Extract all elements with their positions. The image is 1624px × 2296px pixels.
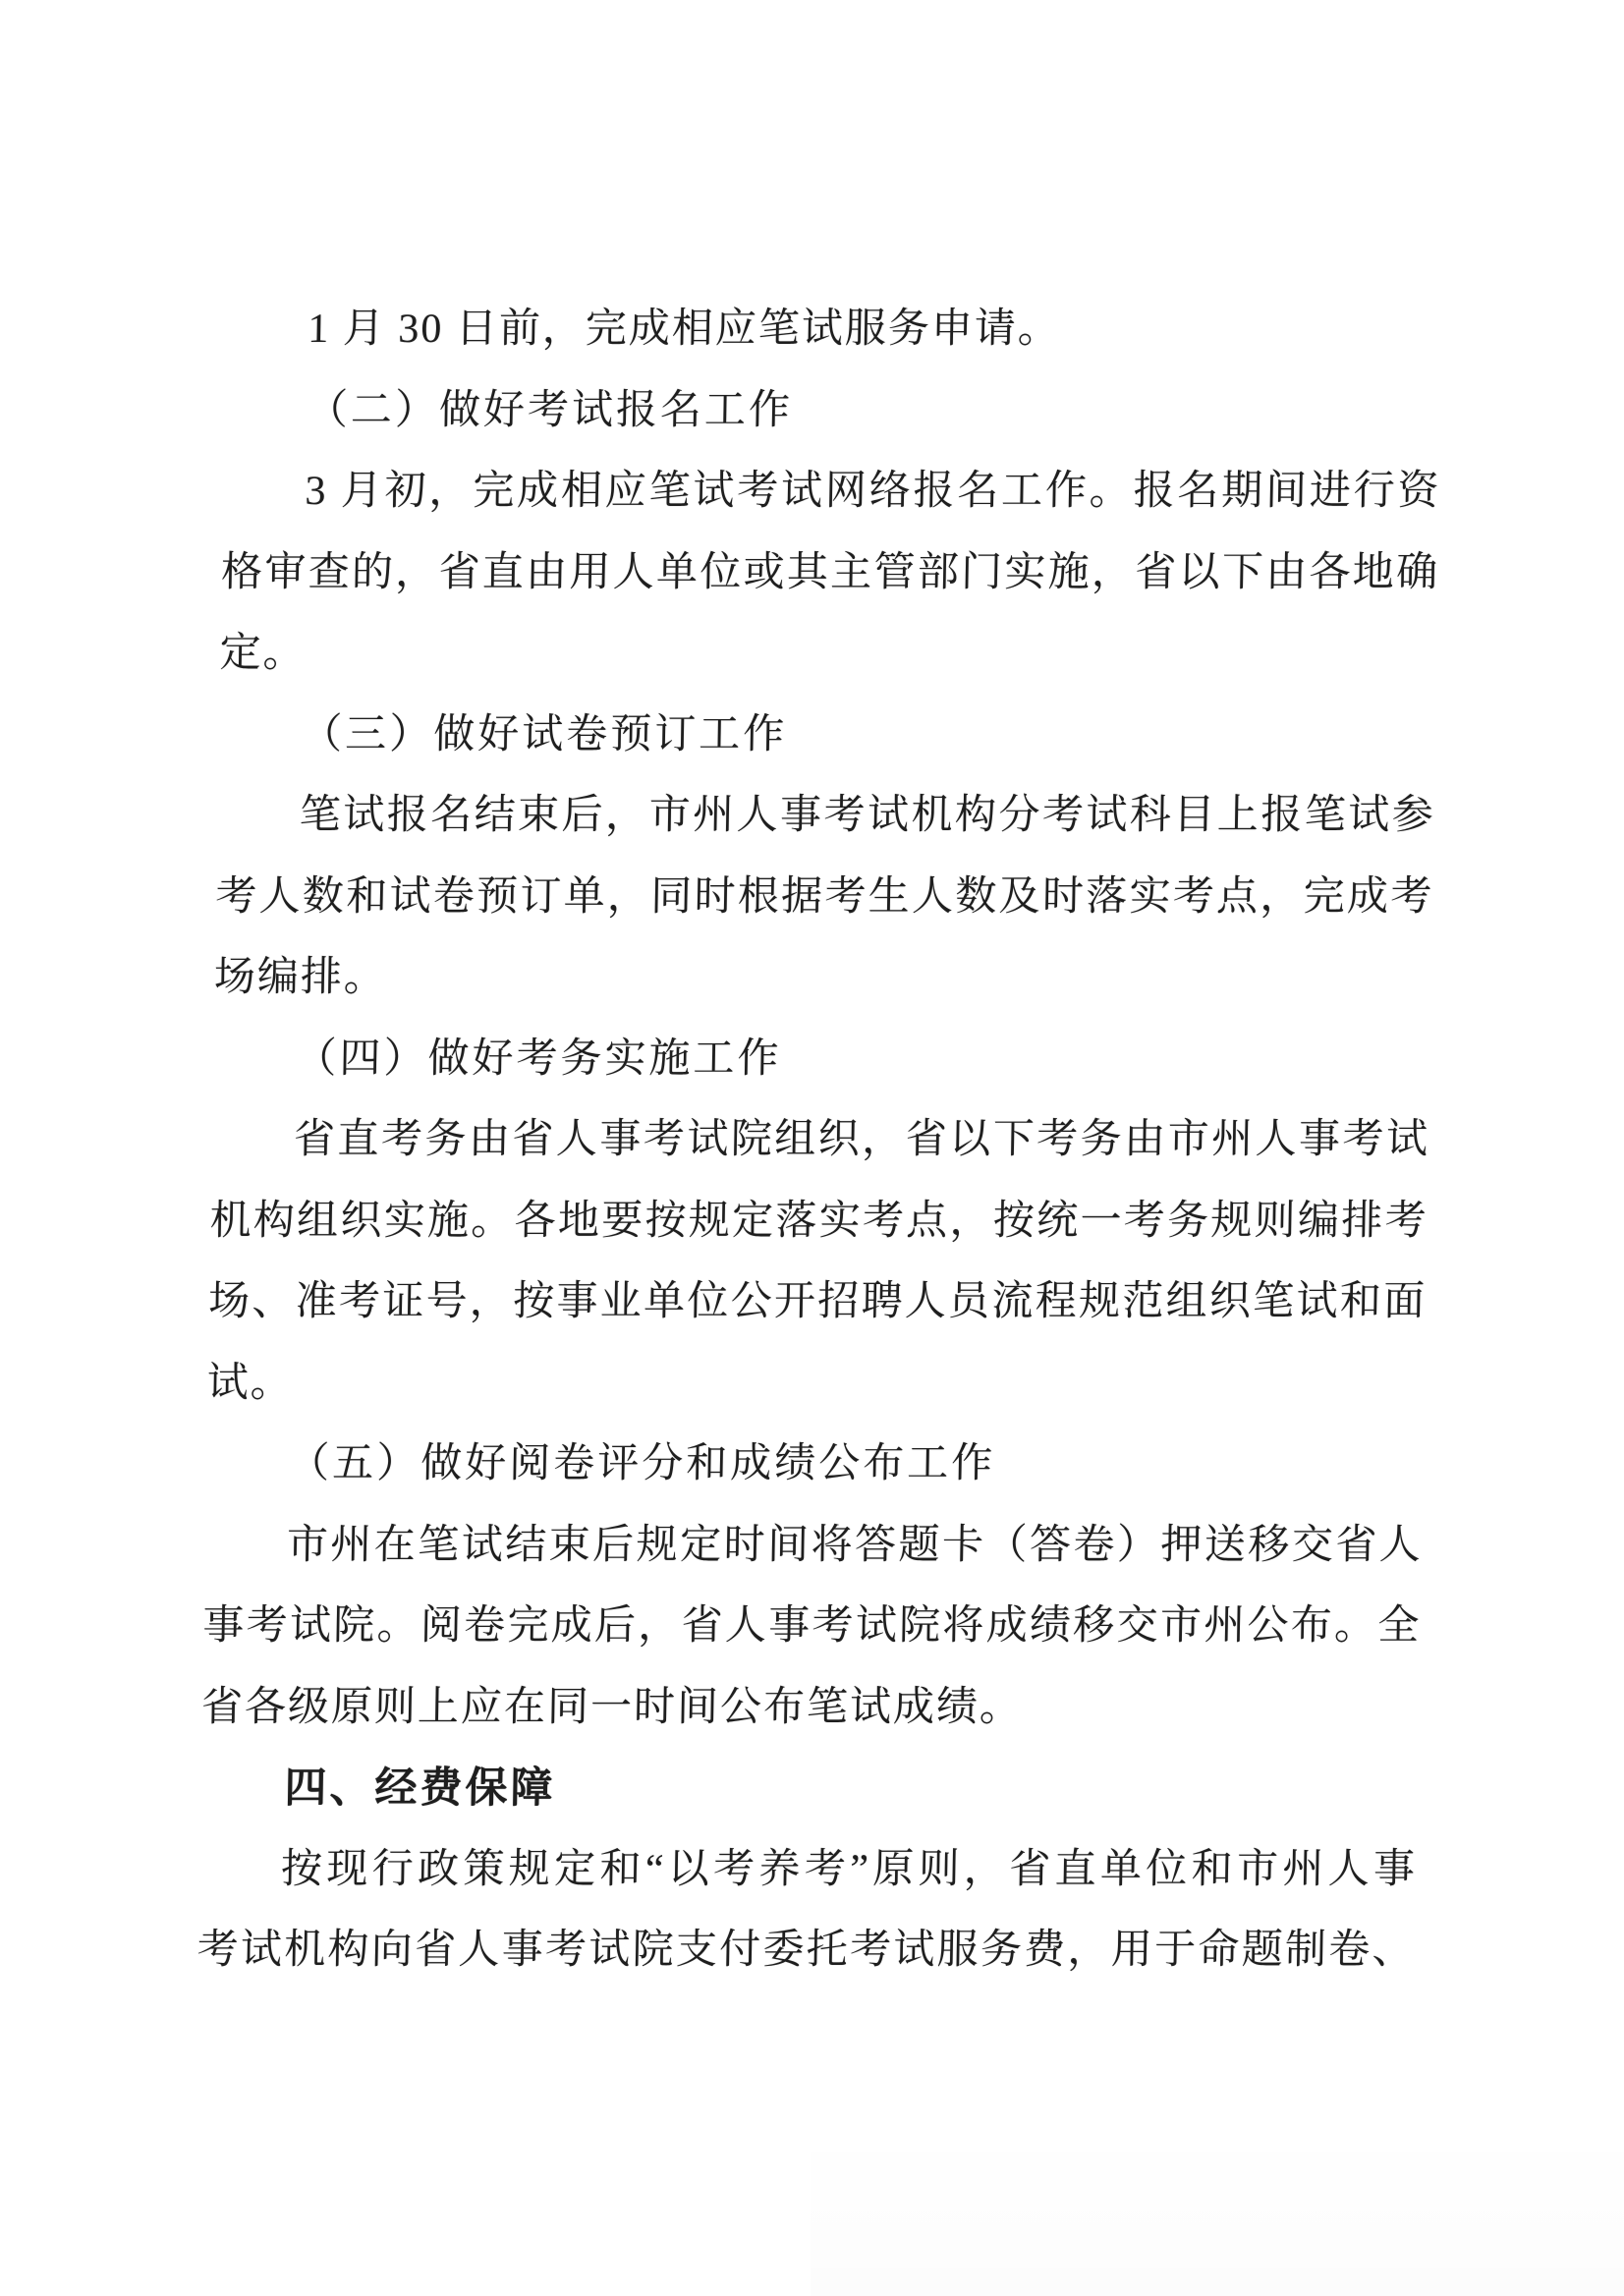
- text-line: 事考试院。阅卷完成后，省人事考试院将成绩移交市州公布。全: [201, 1603, 1422, 1649]
- sub-heading: （三）做好试卷预订工作: [300, 711, 788, 757]
- text-line: 机构组织实施。各地要按规定落实考点，按统一考务规则编排考: [209, 1198, 1428, 1244]
- text-line: 笔试报名结束后，市州人事考试机构分考试科目上报笔试参: [299, 793, 1436, 838]
- text-line: 考试机构向省人事考试院支付委托考试服务费，用于命题制卷、: [196, 1928, 1417, 1973]
- sub-heading: （五）做好阅卷评分和成绩公布工作: [287, 1441, 996, 1486]
- text-line: 场编排。: [213, 955, 388, 1000]
- document-text-block: [196, 289, 1444, 1991]
- text-line: 格审查的，省直由用人单位或其主管部门实施，省以下由各地确: [220, 549, 1440, 595]
- text-line: 市州在笔试结束后规定时间将答题卡（答卷）押送移交省人: [286, 1522, 1424, 1568]
- text-line: 试。: [206, 1360, 295, 1406]
- text-line: 1 月 30 日前，完成相应笔试服务申请。: [308, 307, 1062, 352]
- text-line: 考人数和试卷预订单，同时根据考生人数及时落实考点，完成考: [214, 873, 1434, 920]
- sub-heading: （四）做好考务实施工作: [295, 1036, 782, 1082]
- scan-shading-overlay: [811, 2122, 1624, 2296]
- text-line: 定。: [219, 631, 308, 676]
- text-line: 按现行政策规定和“以考养考”原则，省直单位和市州人事: [280, 1846, 1418, 1892]
- text-line: 场、准考证号，按事业单位公开招聘人员流程规范组织笔试和面: [207, 1279, 1428, 1324]
- text-line: 3 月初，完成相应笔试考试网络报名工作。报名期间进行资: [305, 469, 1441, 514]
- text-line: 省各级原则上应在同一时间公布笔试成绩。: [200, 1684, 1024, 1730]
- sub-heading: （二）做好考试报名工作: [306, 387, 794, 433]
- section-heading: 四、经费保障: [284, 1764, 556, 1812]
- text-line: 省直考务由省人事考试院组织，省以下考务由市州人事考试: [293, 1117, 1430, 1162]
